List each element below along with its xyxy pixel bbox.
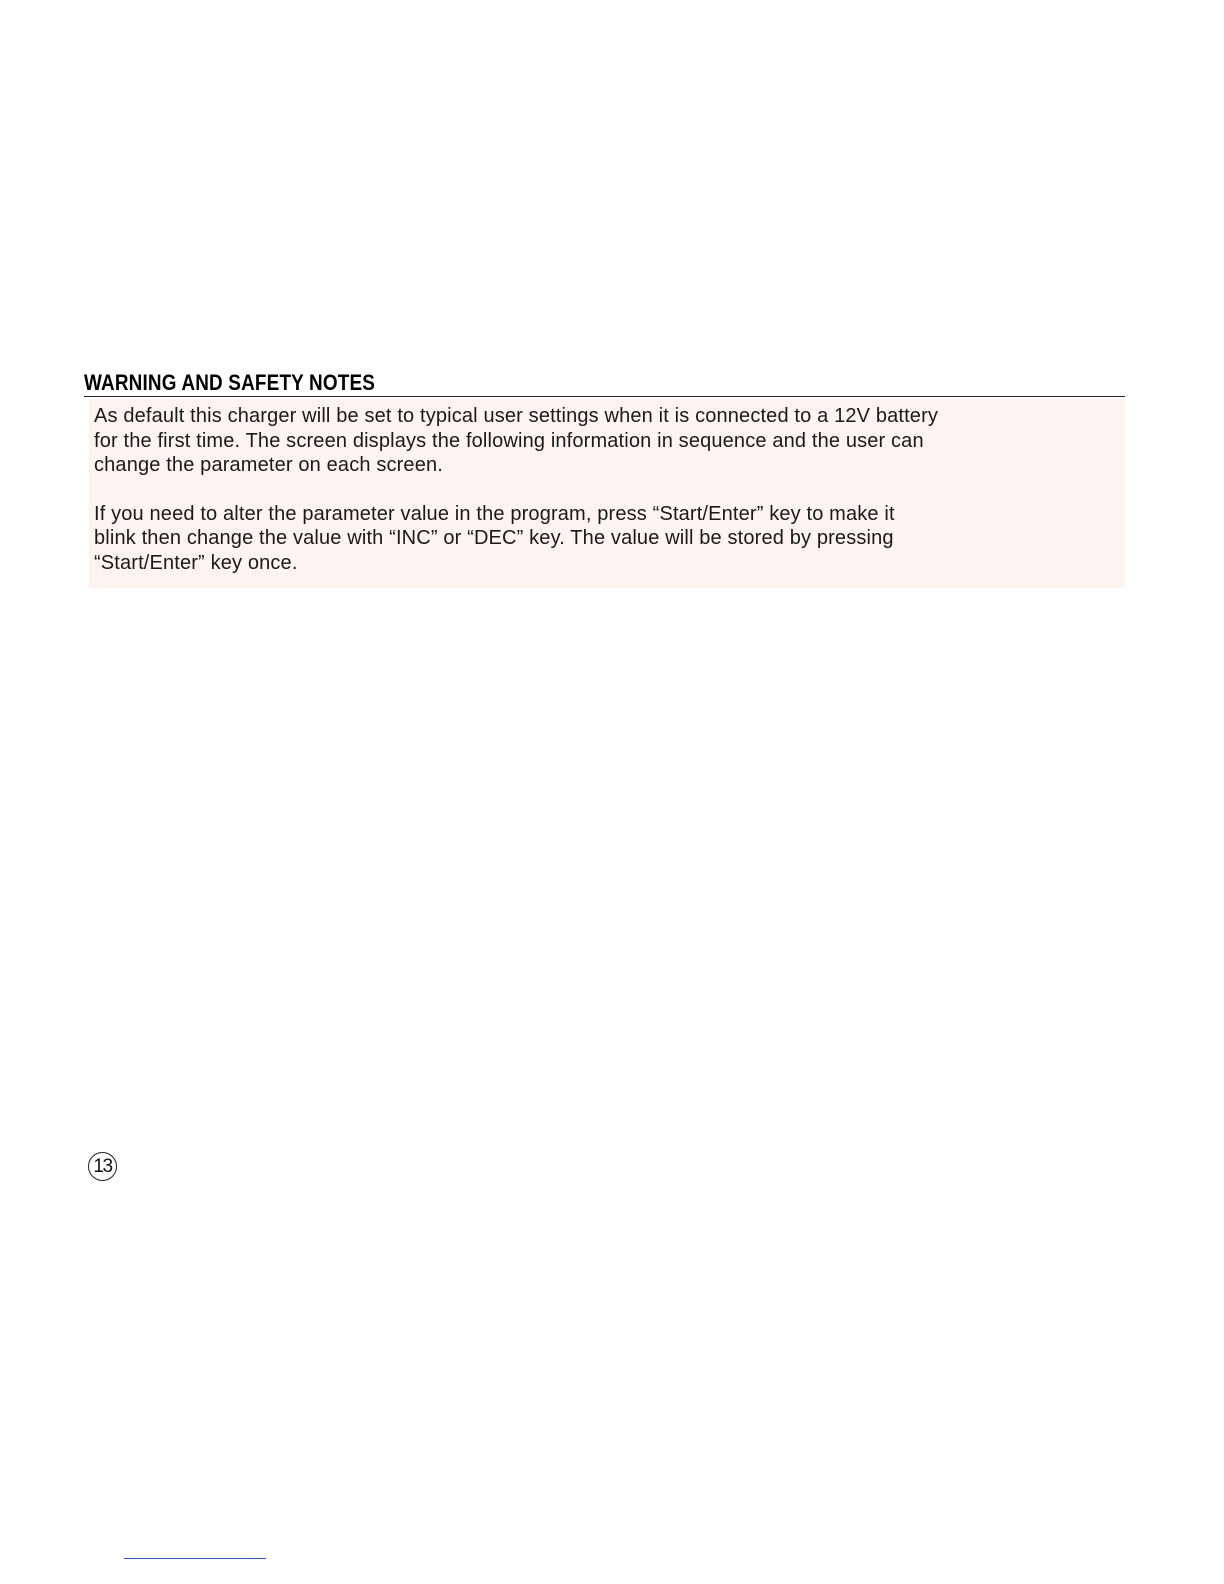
notes-line: change the parameter on each screen. [94,454,443,476]
notes-line: for the first time. The screen displays the following information in sequence and the user can [94,429,924,452]
notes-paragraph-alter-parameter [94,502,1094,576]
notes-box [89,398,1125,588]
notes-line: “Start/Enter” key once. [94,551,298,574]
notes-paragraph-default-settings [94,404,1094,478]
notes-line: If you need to alter the parameter value in the program, press “Start/Enter” key to make it [94,502,895,525]
section-heading [84,370,1125,397]
notes-line: blink then change the value with “INC” or “DEC” key. The value will be stored by pressing [94,527,894,549]
footer-rule [124,1558,266,1559]
section-title: WARNING AND SAFETY NOTES [84,370,376,395]
notes-line: As default this charger will be set to typical user settings when it is connected to a 12V battery [94,405,939,427]
page-number: 13 [88,1152,117,1181]
